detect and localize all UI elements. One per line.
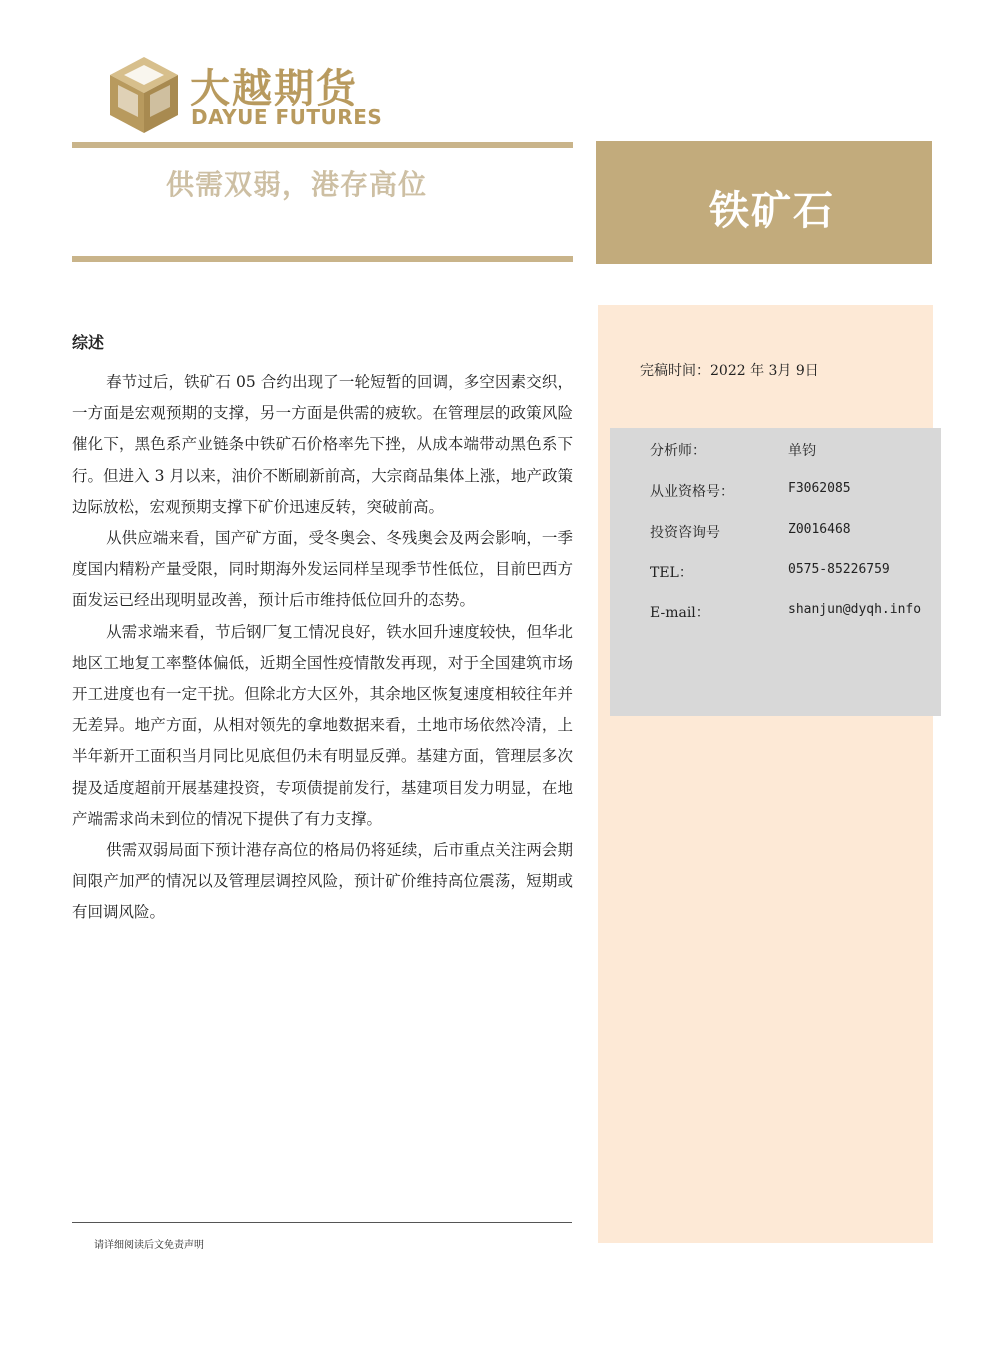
brand-name-cn: 大越期货 [190, 66, 358, 112]
analyst-value: 单钧 [788, 443, 816, 459]
category-title: 铁矿石 [709, 188, 835, 234]
analyst-row [610, 440, 941, 462]
completion-date: 完稿时间：2022 年 3月 9日 [640, 363, 819, 379]
analyst-email[interactable]: shanjun@dyqh.info [788, 602, 922, 617]
summary-paragraph: 春节过后，铁矿石 05 合约出现了一轮短暂的回调，多空因素交织，一方面是宏观预期的支撑，另一方面是供需的疲软。在管理层的政策风险催化下，黑色系产业链条中铁矿石价格率先下挫，从成本端带动黑色系下行。但进入 3 月以来，油价不断刷新前高，大宗商品集体上涨，地产政策边际放松，宏观预期支撑下矿价迅速反转，突破前高。 [72, 373, 573, 516]
analyst-row [610, 602, 941, 624]
analyst-label: 分析师： [650, 443, 706, 459]
header-rule-bottom [72, 256, 573, 262]
summary-paragraph: 从供应端来看，国产矿方面，受冬奥会、冬残奥会及两会影响，一季度国内精粉产量受限，同时期海外发运同样呈现季节性低位，目前巴西方面发运已经出现明显改善，预计后市维持低位回升的态势。 [72, 529, 573, 610]
summary-paragraph: 供需双弱局面下预计港存高位的格局仍将延续，后市重点关注两会期间限产加严的情况以及管理层调控风险，预计矿价维持高位震荡，短期或有回调风险。 [72, 841, 573, 922]
analyst-row [610, 522, 941, 544]
analyst-value: F3062085 [788, 481, 851, 496]
disclaimer-note: 请详细阅读后文免责声明 [94, 1240, 204, 1251]
cube-logo-icon [108, 55, 180, 135]
section-heading: 综述 [72, 333, 105, 352]
report-headline: 供需双弱，港存高位 [166, 168, 428, 201]
footer-rule [72, 1222, 572, 1223]
analyst-row [610, 562, 941, 584]
brand-name-en: DAYUE FUTURES [191, 105, 383, 129]
header-rule-top [72, 142, 573, 148]
summary-paragraph: 从需求端来看，节后钢厂复工情况良好，铁水回升速度较快，但华北地区工地复工率整体偏低，近期全国性疫情散发再现，对于全国建筑市场开工进度也有一定干扰。但除北方大区外，其余地区恢复速度相较往年并无差异。地产方面，从相对领先的拿地数据来看，土地市场依然冷清，上半年新开工面积当月同比见底但仍未有明显反弹。基建方面，管理层多次提及适度超前开展基建投资，专项债提前发行，基建项目发力明显，在地产端需求尚未到位的情况下提供了有力支撑。 [72, 622, 573, 828]
analyst-info-box [610, 428, 941, 716]
summary-body [72, 367, 573, 929]
analyst-label: TEL： [650, 565, 693, 581]
category-banner [596, 141, 932, 264]
analyst-row [610, 481, 941, 503]
analyst-label: 投资咨询号 [650, 525, 720, 541]
analyst-label: 从业资格号： [650, 484, 734, 500]
brand-logo [108, 55, 383, 137]
analyst-value: Z0016468 [788, 522, 851, 537]
analyst-label: E-mail： [650, 605, 710, 621]
analyst-value: 0575-85226759 [788, 562, 890, 577]
